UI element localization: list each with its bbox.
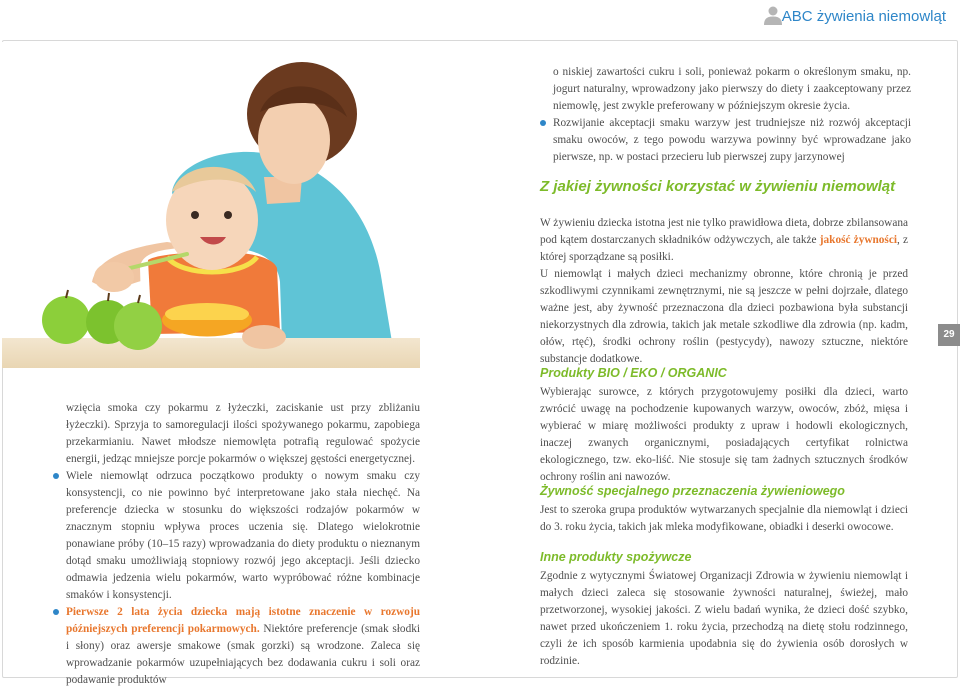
other-heading: Inne produkty spożywcze [540, 550, 692, 564]
bullet-vegetables-text: Rozwijanie akceptacji smaku warzyw jest trudniejsze niż rozwój akceptacji smaku owoców, z tego powodu warzywa powinny być wprowadzane jako pierwsze, np. w postaci przecieru lub pierwszej zupy jarzynowej [553, 117, 911, 163]
other-text: Zgodnie z wytycznymi Światowej Organizacji Zdrowia w żywieniu niemowląt i małych dzieci zaleca się stosowanie żywności naturalnej, świeżej, mało przetworzonej, wysokiej jakości. Z wielu badań wynika, że dzieci dość szybko, nawet przed ukończeniem 1. roku życia, przechodzą na dietę stołu rodzinnego, czyli że ich sposób karmienia upodabnia się do żywienia osób dorosłych w rodzinie. [540, 570, 908, 667]
special-block [540, 483, 908, 536]
bio-block [540, 365, 908, 486]
other-block [540, 549, 908, 670]
mother-feeding-baby-photo [2, 42, 420, 368]
continuation-paragraph: o niskiej zawartości cukru i soli, ponieważ pokarm o określonym smaku, np. jogurt naturalny, wprowadzony jako pierwszy do diety i zaakceptowany przez niemowlę, jest zwykle preferowany w późniejszym okresie życia. [553, 66, 911, 112]
first-years-highlight: Pierwsze 2 lata życia dziecka mają istotne znaczenie w rozwoju późniejszych preferencji pokarmowych. [66, 606, 420, 635]
quality-highlight: jakość żywności [819, 234, 897, 246]
header-title: ABC żywienia niemowląt [781, 8, 946, 25]
special-heading: Żywność specjalnego przeznaczenia żywieniowego [540, 484, 845, 498]
left-bottom-text [66, 400, 420, 689]
bullet-vegetables [539, 115, 911, 166]
section-text [540, 215, 908, 368]
section-heading: Z jakiej żywności korzystać w żywieniu niemowląt [540, 178, 896, 195]
header-bar [0, 0, 960, 38]
quality-paragraph: W żywieniu dziecka istotna jest nie tylko prawidłowa dieta, dobrze zbilansowana pod kątem dostarczanych składników odżywczych, ale także jakość żywności, z której sporządzane są posiłki. [540, 217, 908, 263]
self-regulation-paragraph: wzięcia smoka czy pokarmu z łyżeczki, zaciskanie ust przy zbliżaniu łyżeczki). Sprzyja to samoregulacji ilości spożywanego pokarmu, zapobiega przekarmianiu. Nawet młodsze niemowlęta potrafią regulować spożycie energii, jedząc mniejsze porcje pokarmów o większej gęstości energetycznej. [66, 402, 420, 465]
bio-text: Wybierając surowce, z których przygotowujemy posiłki dla dzieci, warto zwrócić uwagę na pochodzenie kupowanych warzyw, owoców, zbóż, mięsa i wybierać w miarę możliwości produkty z upraw i hodowli ekologicznych, inaczej zwanych organicznymi, posiadających certyfikat rolnictwa ekologicznego, tzw. eko-liść. Nie stosuje się tam żadnych sztucznych środków ochrony roślin ani nawozów. [540, 386, 908, 483]
bullet-first-years: Pierwsze 2 lata życia dziecka mają istotne znaczenie w rozwoju późniejszych preferencji pokarmowych. Niektóre preferencje (smak słodki i słony) oraz awersje smakowe (smak gorzki) są wrodzone. Zaleca się wprowadzanie pokarmów uzupełniających bez dodawania cukru i soli oraz podawanie produktów [52, 604, 420, 689]
page-number: 29 [938, 324, 960, 346]
bullet-new-taste: Wiele niemowląt odrzuca początkowo produkty o nowym smaku czy konsystencji, co nie powinno być interpretowane jako stała niechęć. Na preferencje dziecka w stosunku do większości rodzajów pokarmów w znacznym stopniu wpływa proces uczenia się. Dlatego wielokrotnie ponawiane próby (10–15 razy) wprowadzania do diety produktu o nieznanym dotąd smaku umożliwiają stopniowy rozwój jego akceptacji. Jeśli dziecko odmawia jedzenia wielu pokarmów, warto wypróbować różne kombinacje smaków i konsystencji. [52, 468, 420, 604]
defense-paragraph: U niemowląt i małych dzieci mechanizmy obronne, które chronią je przed szkodliwymi czynnikami zewnętrznymi, nie są jeszcze w pełni dojrzałe, dlatego ważne jest, aby żywność przeznaczona dla dzieci pozbawiona była substancji niekorzystnych dla zdrowia, takich jak metale szkodliwe dla zdrowia (np. kadm, ołów, rtęć), środki ochrony roślin (pestycydy), nawozy sztuczne, niektóre substancje dodatkowe. [540, 268, 908, 365]
user-icon [762, 4, 784, 26]
bio-heading: Produkty BIO / EKO / ORGANIC [540, 366, 727, 380]
right-top-text [553, 64, 911, 166]
special-text: Jest to szeroka grupa produktów wytwarzanych specjalnie dla niemowląt i dzieci do 3. roku życia, takich jak mleka modyfikowane, obiadki i deserki owocowe. [540, 504, 908, 533]
